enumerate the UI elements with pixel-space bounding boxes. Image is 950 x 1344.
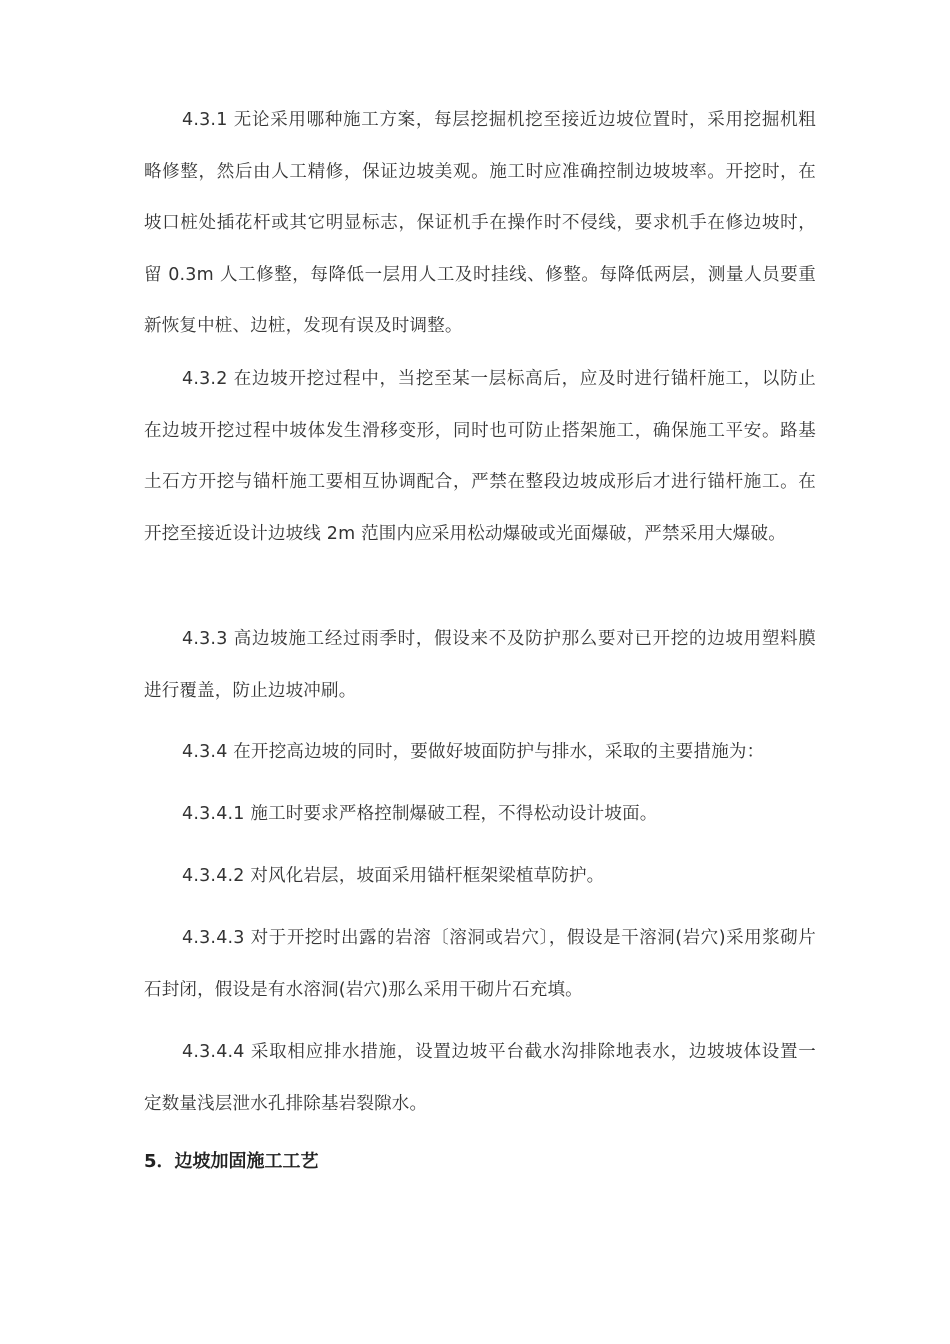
section-heading: 5．边坡加固施工工艺 [144,1151,319,1172]
paragraph-4-3-3: 4.3.3 高边坡施工经过雨季时，假设来不及防护那么要对已开挖的边坡用塑料膜进行覆盖，防止边坡冲刷。 [144,629,816,701]
paragraph-4-3-4-3: 4.3.4.3 对于开挖时出露的岩溶〔溶洞或岩穴〕，假设是干溶洞(岩穴)采用浆砌片石封闭，假设是有水溶洞(岩穴)那么采用干砌片石充填。 [144,928,816,1000]
paragraph-4-3-2: 4.3.2 在边坡开挖过程中，当挖至某一层标高后，应及时进行锚杆施工，以防止在边坡开挖过程中坡体发生滑移变形，同时也可防止搭架施工，确保施工平安。路基土石方开挖与锚杆施工要相互协调配合，严禁在整段边坡成形后才进行锚杆施工。在开挖至接近设计边坡线 2m 范围内应采用松动爆破或光面爆破，严禁采用大爆破。 [144,369,816,544]
paragraph-4-3-4-2: 4.3.4.2 对风化岩层，坡面采用锚杆框架梁植草防护。 [182,866,605,886]
paragraph-4-3-4-1: 4.3.4.1 施工时要求严格控制爆破工程，不得松动设计坡面。 [182,804,658,824]
paragraph-4-3-1: 4.3.1 无论采用哪种施工方案，每层挖掘机挖至接近边坡位置时，采用挖掘机粗略修整，然后由人工精修，保证边坡美观。施工时应准确控制边坡坡率。开挖时，在坡口桩处插花杆或其它明显标志，保证机手在操作时不侵线，要求机手在修边坡时，留 0.3m 人工修整，每降低一层用人工及时挂线、修整。每降低两层，测量人员要重新恢复中桩、边桩，发现有误及时调整。 [144,110,816,336]
paragraph-4-3-4: 4.3.4 在开挖高边坡的同时，要做好坡面防护与排水，采取的主要措施为： [182,742,765,762]
paragraph-4-3-4-4: 4.3.4.4 采取相应排水措施，设置边坡平台截水沟排除地表水，边坡坡体设置一定数量浅层泄水孔排除基岩裂隙水。 [144,1042,816,1114]
